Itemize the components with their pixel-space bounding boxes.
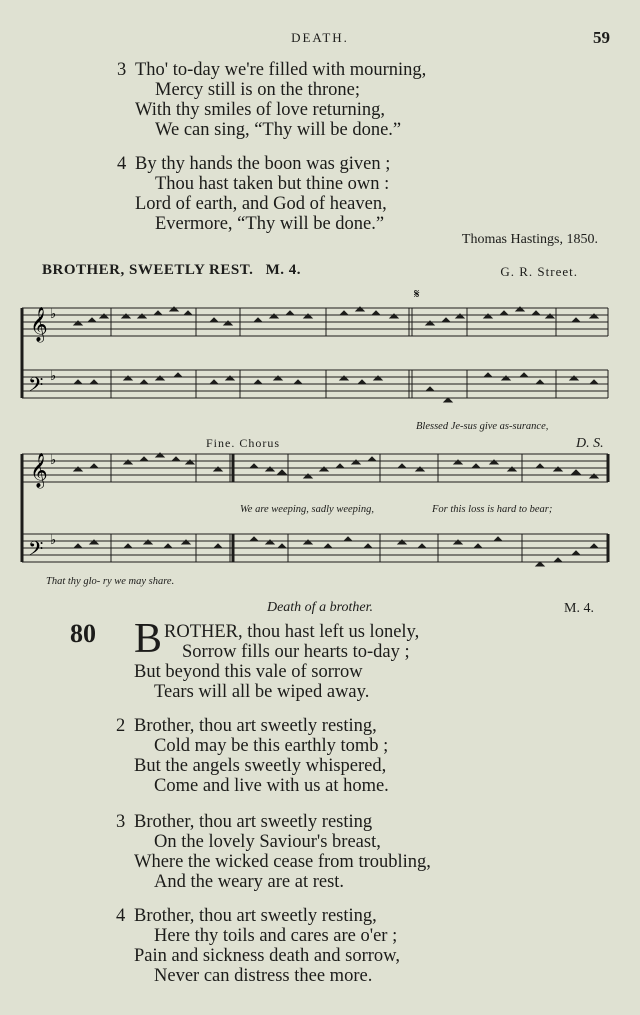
stanza-line: But beyond this vale of sorrow <box>134 662 363 682</box>
music-score-1 <box>14 284 614 434</box>
stanza-line: Mercy still is on the throne; <box>155 80 361 100</box>
svg-text:𝄋: 𝄋 <box>414 287 420 302</box>
stanza-line: Pain and sickness death and sorrow, <box>134 946 400 966</box>
svg-text:♭: ♭ <box>50 453 57 468</box>
stanza-number: 3 <box>117 60 127 80</box>
stanza-line: Here thy toils and cares are o'er ; <box>154 926 398 946</box>
stanza-line: And the weary are at rest. <box>154 872 345 892</box>
stanza-line: Where the wicked cease from troubling, <box>134 852 431 872</box>
stanza-line: Brother, thou art sweetly resting <box>134 812 373 832</box>
stanza-line: Sorrow fills our hearts to-day ; <box>182 642 410 662</box>
stanza-line: Come and live with us at home. <box>154 776 389 796</box>
hymn80-stanza-4 <box>116 906 400 986</box>
stanza-line: Brother, thou art sweetly resting, <box>134 906 377 926</box>
tune-composer: G. R. Street. <box>500 264 578 279</box>
svg-text:♭: ♭ <box>50 369 57 384</box>
stanza-line: Never can distress thee more. <box>154 966 373 986</box>
hymn80-stanza-2 <box>116 716 389 796</box>
stanza-line: Thou hast taken but thine own : <box>155 174 390 194</box>
stanza-line: Cold may be this earthly tomb ; <box>154 736 389 756</box>
svg-text:♭: ♭ <box>50 307 57 322</box>
tune-name: BROTHER, SWEETLY REST. <box>42 262 254 278</box>
hymn79-stanza-4 <box>117 154 391 234</box>
hymn80-meter: M. 4. <box>564 601 594 616</box>
stanza-line: We can sing, “Thy will be done.” <box>155 120 402 140</box>
stanza-line: Evermore, “Thy will be done.” <box>155 214 385 234</box>
fine-chorus-mark: Fine. Chorus <box>206 436 281 450</box>
hymn80-number: 80 <box>70 619 96 648</box>
stanza-line: But the angels sweetly whispered, <box>134 756 387 776</box>
lyric-glory: That thy glo- ry we may share. <box>46 576 175 587</box>
stanza-line: Tho' to-day we're filled with mourning, <box>135 60 427 80</box>
drop-cap: B <box>134 616 163 662</box>
ds-mark: D. S. <box>576 436 604 451</box>
svg-text:𝄞: 𝄞 <box>30 453 48 488</box>
svg-text:𝄢: 𝄢 <box>28 373 44 401</box>
tune-title <box>42 262 301 279</box>
stanza-number: 3 <box>116 812 126 832</box>
stanza-line: Lord of earth, and God of heaven, <box>135 194 387 214</box>
svg-text:♭: ♭ <box>50 533 57 548</box>
lyric-loss: For this loss is hard to bear; <box>432 504 553 515</box>
stanza-line: ROTHER, thou hast left us lonely, <box>164 622 420 642</box>
stanza-line: Tears will all be wiped away. <box>154 682 370 702</box>
lyric-weeping: We are weeping, sadly weeping, <box>240 504 374 515</box>
stanza-line: On the lovely Saviour's breast, <box>154 832 381 852</box>
svg-text:𝄢: 𝄢 <box>28 537 44 565</box>
running-title: DEATH. <box>291 30 349 45</box>
stanza-number: 4 <box>117 154 127 174</box>
author-attribution: Thomas Hastings, 1850. <box>461 232 598 247</box>
hymn80-stanza-1 <box>134 616 420 702</box>
page-number: 59 <box>593 28 610 47</box>
stanza-line: By thy hands the boon was given ; <box>135 154 391 174</box>
tune-meter: M. 4. <box>265 262 302 278</box>
hymn80-subtitle: Death of a brother. <box>266 600 374 615</box>
music-system-1 <box>14 284 614 434</box>
music-system-2 <box>14 436 614 596</box>
lyric-blessed: Blessed Je-sus give as-surance, <box>416 421 549 432</box>
stanza-number: 4 <box>116 906 126 926</box>
hymn80-stanza-3 <box>116 812 431 892</box>
stanza-line: Brother, thou art sweetly resting, <box>134 716 377 736</box>
svg-text:𝄞: 𝄞 <box>30 307 48 342</box>
stanza-line: With thy smiles of love returning, <box>135 100 385 120</box>
stanza-number: 2 <box>116 716 126 736</box>
hymn79-stanza-3 <box>117 60 427 140</box>
